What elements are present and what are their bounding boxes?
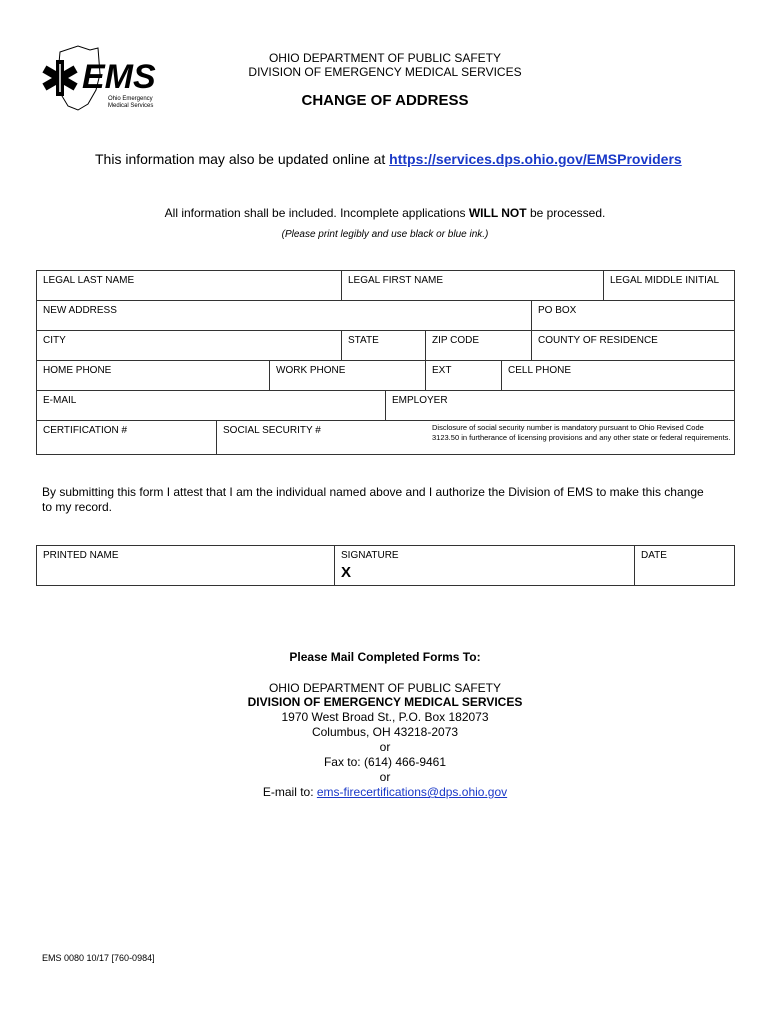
- svg-text:EMS: EMS: [82, 58, 156, 96]
- page-title: CHANGE OF ADDRESS: [301, 92, 469, 109]
- mail-heading: Please Mail Completed Forms To:: [289, 650, 481, 664]
- online-link[interactable]: https://services.dps.ohio.gov/EMSProviders: [389, 151, 682, 167]
- mail-dept: OHIO DEPARTMENT OF PUBLIC SAFETY: [268, 681, 502, 695]
- field-legal-last-name[interactable]: LEGAL LAST NAME: [37, 271, 342, 301]
- ssn-disclosure: Disclosure of social security number is mandatory pursuant to Ohio Revised Code 3123.50 in furtherance of licensing provisions and any other state or federal requirements.: [432, 423, 731, 442]
- header-line2: DIVISION OF EMERGENCY MEDICAL SERVICES: [248, 65, 522, 79]
- field-date[interactable]: DATE: [635, 546, 735, 586]
- form-number: EMS 0080 10/17 [760-0984]: [42, 953, 155, 963]
- field-email[interactable]: E-MAIL: [37, 391, 386, 421]
- mail-division: DIVISION OF EMERGENCY MEDICAL SERVICES: [247, 695, 523, 709]
- field-ext[interactable]: EXT: [426, 361, 502, 391]
- field-county[interactable]: COUNTY OF RESIDENCE: [532, 331, 735, 361]
- attestation-text: By submitting this form I attest that I am the individual named above and I authorize the Division of EMS to make this change to my record.: [42, 485, 704, 514]
- field-po-box[interactable]: PO BOX: [532, 301, 735, 331]
- completeness-notice: All information shall be included. Incomplete applications WILL NOT be processed.: [164, 206, 606, 220]
- svg-text:Ohio Emergency: Ohio Emergency: [108, 96, 153, 102]
- mail-email-link[interactable]: ems-firecertifications@dps.ohio.gov: [316, 785, 508, 799]
- field-work-phone[interactable]: WORK PHONE: [270, 361, 426, 391]
- field-cell-phone[interactable]: CELL PHONE: [502, 361, 735, 391]
- field-new-address[interactable]: NEW ADDRESS: [37, 301, 532, 331]
- field-legal-middle-initial[interactable]: LEGAL MIDDLE INITIAL: [604, 271, 735, 301]
- field-city[interactable]: CITY: [37, 331, 342, 361]
- field-printed-name[interactable]: PRINTED NAME: [37, 546, 335, 586]
- mail-or-1: or: [379, 740, 391, 754]
- online-notice: This information may also be updated online at https://services.dps.ohio.gov/EMSProviders: [95, 151, 682, 167]
- field-employer[interactable]: EMPLOYER: [386, 391, 735, 421]
- signature-form: [36, 545, 735, 586]
- header-line1: OHIO DEPARTMENT OF PUBLIC SAFETY: [268, 51, 502, 65]
- svg-text:Medical Services: Medical Services: [108, 103, 154, 109]
- mail-or-2: or: [379, 770, 391, 784]
- field-ssn[interactable]: SOCIAL SECURITY #: [217, 421, 735, 455]
- mail-email-line: E-mail to: ems-firecertifications@dps.ohio.gov: [262, 785, 508, 799]
- field-signature[interactable]: SIGNATURE: [335, 546, 635, 586]
- info-form: [36, 270, 735, 455]
- field-zip-code[interactable]: ZIP CODE: [426, 331, 532, 361]
- mail-street: 1970 West Broad St., P.O. Box 182073: [281, 710, 489, 724]
- mail-city: Columbus, OH 43218-2073: [311, 725, 459, 739]
- signature-x-mark: X: [341, 564, 352, 581]
- field-legal-first-name[interactable]: LEGAL FIRST NAME: [342, 271, 604, 301]
- field-certification[interactable]: CERTIFICATION #: [37, 421, 217, 455]
- field-state[interactable]: STATE: [342, 331, 426, 361]
- mail-fax: Fax to: (614) 466-9461: [323, 755, 447, 769]
- field-home-phone[interactable]: HOME PHONE: [37, 361, 270, 391]
- print-note: (Please print legibly and use black or blue ink.): [281, 229, 489, 240]
